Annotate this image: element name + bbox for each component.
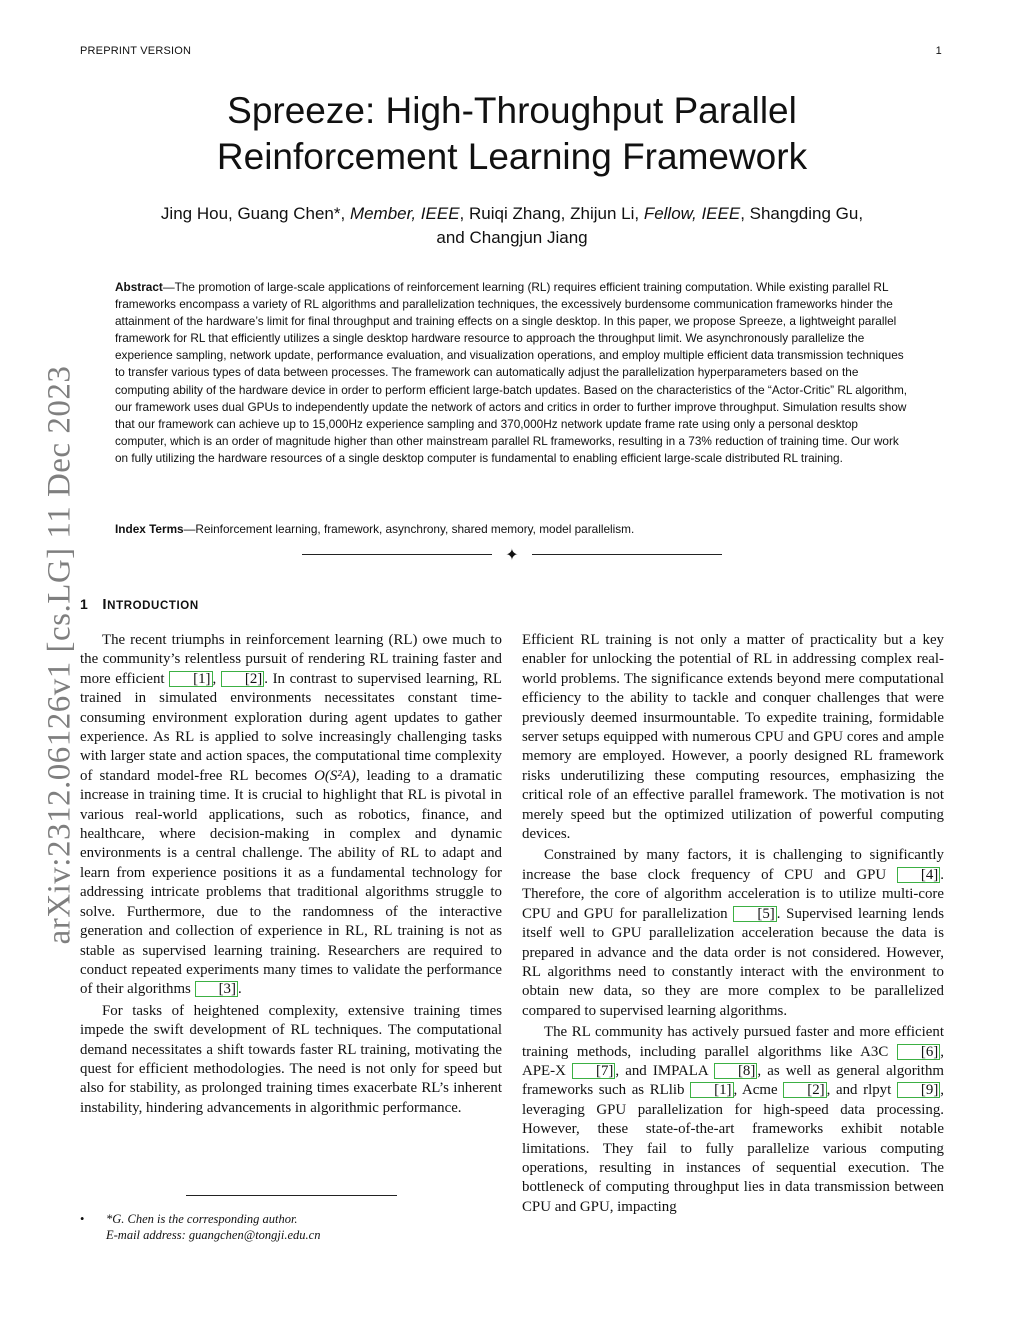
text-run: , <box>212 670 221 687</box>
section-title-rest: NTRODUCTION <box>107 600 199 612</box>
text-run: , leveraging GPU parallelization for high-speed data processing. However, these state-of-the-art frameworks exhibit notable limitations. They fail to fully parallelize various computing operations, resulting in instances of sequential execution. The bottleneck of computing throughput lies in data transmission between CPU and GPU, impacting <box>522 1082 945 1215</box>
section-number: 1 <box>80 596 89 612</box>
running-header: PREPRINT VERSION <box>80 45 192 57</box>
author-role-fellow: Fellow, IEEE <box>643 204 741 223</box>
index-terms <box>115 521 910 538</box>
arxiv-identifier: arXiv:2312.06126v1 [cs.LG] 11 Dec 2023 <box>41 365 78 945</box>
paragraph: For tasks of heightened complexity, extensive training times impede the swift development of RL techniques. The computational demand necessitates a shift towards faster RL training, motivating the quest for efficient methodologies. The need is not only for speed but also for stability, as prolonged training times exacerbate RL’s inherent instability, hindering advancements in algorithmic performance. <box>80 1002 502 1116</box>
title-line-2: Reinforcement Learning Framework <box>216 136 808 177</box>
text-run: . In contrast to supervised learning, RL trained in simulated environments necessitates constant time-consuming environment exploration during agent updates to gather experience. As RL is applied to solve increasingly challenging tasks with larger state and action spaces, the computational time complexity of standard model-free RL becomes <box>80 670 502 784</box>
citation-link[interactable]: [5] <box>733 906 776 922</box>
authors-part-3: , Shangding Gu, <box>740 204 864 223</box>
text-run: The recent triumphs in reinforcement learning (RL) owe much to the community’s relentless pursuit of rendering RL training faster and more efficient <box>80 632 502 687</box>
text-run: , and rlpyt <box>826 1082 897 1099</box>
title-line-1: Spreeze: High-Throughput Parallel <box>227 90 797 131</box>
footnote-line-1: *G. Chen is the corresponding author. <box>106 1212 298 1226</box>
index-terms-label: Index Terms <box>115 522 184 536</box>
text-run: . Supervised learning lends itself well to GPU parallelization acceleration because the data is prepared in advance and the data order is not considered. However, RL algorithms need to constantly interact with the environment to obtain new data, so they are more complex to be parallelized compared to supervised learning algorithms. <box>522 905 944 1019</box>
left-column <box>80 631 502 1118</box>
abstract-text: —The promotion of large-scale applications of reinforcement learning (RL) requires efficient training computation. While existing parallel RL frameworks encompass a variety of RL algorithms and parallelization techniques, the excessively burdensome communication frameworks hinder the attainment of the hardware’s limit for final throughput and training effects on a single desktop. In this paper, we propose Spreeze, a lightweight parallel framework for RL that efficiently utilizes a single desktop hardware resource to approach the throughput limit. We asynchronously parallelize the experience sampling, network update, performance evaluation, and visualization operations, and employ multiple efficient data transmission techniques to transfer various types of data between processes. The framework can automatically adjust the parallelization hyperparameters based on the computing ability of the hardware device in order to perform efficient large-batch updates. Based on the characteristics of the “Actor-Critic” RL algorithm, our framework uses dual GPUs to independently update the network of actors and critics in order to further improve throughput. Simulation results show that our framework can achieve up to 15,000Hz experience sampling and 370,000Hz network update frame rate using only a personal desktop computer, which is an order of magnitude higher than other mainstream parallel RL frameworks, resulting in a 73% reduction of training time. Our work on fully utilizing the hardware resources of a single desktop computer is fundamental to enabling efficient large-scale distributed RL training. <box>115 280 908 465</box>
paragraph <box>522 1023 944 1217</box>
citation-link[interactable]: [1] <box>690 1082 733 1098</box>
text-run: . Therefore, the core of algorithm acceleration is to utilize multi-core CPU and GPU for parallelization <box>522 866 944 922</box>
text-run: , leading to a dramatic increase in training time. It is crucial to highlight that RL is pivotal in various real-world applications, such as robotics, finance, and healthcare, where decision-making in complex and dynamic environments is a central challenge. The ability of RL to adapt and learn from experience positions it as a fundamental technology for addressing intricate problems that traditional algorithms struggle to solve. Furthermore, due to the randomness of the interactive generation and collection of experience in RL, RL training is not as stable as supervised learning training. Researchers are required to conduct repeated experiments many times to validate the performance of their algorithms <box>80 767 502 998</box>
citation-link[interactable]: [3] <box>195 981 238 997</box>
text-run: . <box>237 981 242 998</box>
index-terms-text: —Reinforcement learning, framework, asynchrony, shared memory, model parallelism. <box>183 522 635 536</box>
footnote <box>80 1211 440 1243</box>
paragraph <box>80 631 502 1000</box>
text-run: The RL community has actively pursued faster and more efficient training methods, including parallel algorithms like A3C <box>522 1024 944 1060</box>
paper-title <box>0 88 1024 180</box>
text-run: , and IMPALA <box>615 1062 714 1079</box>
citation-link[interactable]: [8] <box>714 1063 757 1079</box>
paragraph <box>522 846 944 1021</box>
footnote-line-2: E-mail address: guangchen@tongji.edu.cn <box>106 1228 321 1242</box>
page-number: 1 <box>935 45 942 57</box>
citation-link[interactable]: [9] <box>897 1082 940 1098</box>
text-run: Constrained by many factors, it is challenging to significantly increase the base clock frequency of CPU and GPU <box>522 847 944 883</box>
divider-line-right <box>532 554 722 555</box>
divider-diamond-icon: ✦ <box>505 545 519 564</box>
right-column <box>522 631 944 1217</box>
section-divider <box>302 545 722 565</box>
authors-part-1: Jing Hou, Guang Chen*, <box>160 204 350 223</box>
abstract-label: Abstract <box>115 280 163 294</box>
citation-link[interactable]: [2] <box>783 1082 826 1098</box>
footnote-bullet-icon: • <box>80 1212 85 1226</box>
citation-link[interactable]: [7] <box>572 1063 615 1079</box>
text-run: , as well as general algorithm frameworks such as RLlib <box>522 1062 944 1099</box>
paragraph: Efficient RL training is not only a matter of practicality but a key enabler for unlocking the potential of RL in addressing complex real-world problems. The significance extends beyond mere computational efficiency to the ability to tackle and conquer challenges that were previously deemed insurmountable. To expedite training, formidable server setups equipped with numerous CPU and GPU cores and ample memory are employed. However, a poorly designed RL framework risks underutilizing these computing resources, emphasizing the critical role of an effective parallel framework. The motivation is not merely speed but the optimized utilization of powerful computing devices. <box>522 632 944 843</box>
text-run: , APE-X <box>522 1043 944 1079</box>
author-list <box>100 202 924 250</box>
citation-link[interactable]: [2] <box>221 671 264 687</box>
footnote-rule <box>186 1195 397 1196</box>
author-role-member: Member, IEEE <box>349 204 460 223</box>
section-heading <box>80 596 199 613</box>
text-run: , Acme <box>733 1082 784 1099</box>
divider-line-left <box>302 554 492 555</box>
math-expression: O(S²A) <box>314 767 356 784</box>
abstract <box>115 279 910 467</box>
citation-link[interactable]: [6] <box>897 1044 940 1060</box>
citation-link[interactable]: [4] <box>897 867 940 883</box>
section-first-letter: I <box>102 596 108 613</box>
authors-part-4: and Changjun Jiang <box>436 228 588 247</box>
citation-link[interactable]: [1] <box>169 671 212 687</box>
authors-part-2: , Ruiqi Zhang, Zhijun Li, <box>459 204 644 223</box>
